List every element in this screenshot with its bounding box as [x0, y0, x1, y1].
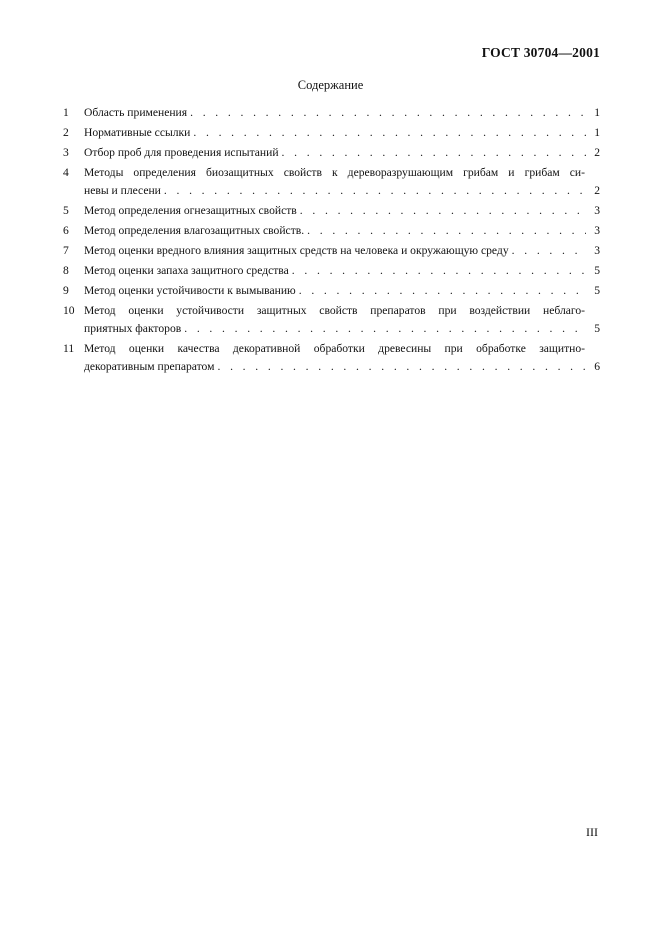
- toc-dot-leader: [289, 262, 586, 280]
- toc-item-number: 10: [63, 303, 75, 317]
- toc-dot-leader: [279, 144, 586, 162]
- toc-dot-leader: [161, 182, 586, 200]
- toc-item-text: Нормативные ссылки: [84, 125, 191, 139]
- toc-item-page: 3: [594, 223, 600, 237]
- toc-item-7[interactable]: [63, 242, 600, 262]
- toc-item-text-line-1: Метод оценки качества декоративной обработки древесины при обработке защитно-: [84, 341, 585, 355]
- toc-item-6[interactable]: [63, 222, 600, 242]
- toc-dot-leader: [190, 124, 586, 142]
- toc-item-text: Метод определения огнезащитных свойств: [84, 204, 297, 218]
- toc-dot-leader: [214, 358, 586, 376]
- toc-title: Содержание: [297, 78, 364, 92]
- toc-item-text-line-2: невы и плесени: [84, 184, 161, 198]
- toc-item-page: 2: [594, 184, 600, 198]
- toc-item-page: 3: [594, 243, 600, 257]
- toc-dot-leader: [297, 202, 586, 220]
- toc-item-number: 9: [63, 283, 69, 297]
- toc-item-page: 3: [594, 204, 600, 218]
- toc-item-1[interactable]: [63, 104, 600, 124]
- toc-item-9[interactable]: [63, 282, 600, 302]
- toc-item-text: Метод оценки устойчивости к вымыванию: [84, 283, 296, 297]
- toc-item-page: 5: [594, 263, 600, 277]
- toc-item-number: 5: [63, 204, 69, 218]
- toc-item-text-line-2: декоративным препаратом: [84, 360, 215, 374]
- toc-item-text-line-1: Методы определения биозащитных свойств к дереворазрушающим грибам и грибам си-: [84, 165, 585, 179]
- toc-dot-leader: [181, 320, 586, 338]
- table-of-contents: [63, 104, 600, 378]
- toc-item-text: Отбор проб для проведения испытаний: [84, 145, 279, 159]
- toc-item-text: Метод определения влагозащитных свойств.: [84, 223, 305, 237]
- toc-item-page: 2: [594, 145, 600, 159]
- toc-item-number: 11: [63, 341, 75, 355]
- toc-dot-leader: [509, 242, 586, 260]
- toc-item-3[interactable]: [63, 144, 600, 164]
- toc-item-number: 4: [63, 165, 69, 179]
- toc-item-number: 1: [63, 106, 69, 119]
- document-code: ГОСТ 30704—2001: [481, 45, 600, 60]
- toc-item-text: Метод оценки вредного влияния защитных средств на человека и окружающую среду: [84, 243, 509, 257]
- toc-item-11[interactable]: [63, 340, 600, 378]
- toc-item-text: Метод оценки запаха защитного средства: [84, 263, 289, 277]
- toc-item-page: 1: [594, 106, 600, 119]
- toc-item-5[interactable]: [63, 202, 600, 222]
- toc-item-2[interactable]: [63, 124, 600, 144]
- toc-item-4[interactable]: [63, 164, 600, 202]
- toc-dot-leader: [296, 282, 586, 300]
- toc-item-page: 6: [594, 360, 600, 374]
- toc-item-text-line-1: Метод оценки устойчивости защитных свойств препаратов при воздействии неблаго-: [84, 303, 585, 317]
- toc-dot-leader: [187, 104, 586, 122]
- toc-item-page: 1: [594, 125, 600, 139]
- toc-item-number: 2: [63, 125, 69, 139]
- toc-item-number: 8: [63, 263, 69, 277]
- toc-item-8[interactable]: [63, 262, 600, 282]
- toc-item-text-line-2: приятных факторов: [84, 321, 182, 335]
- toc-item-text: Область применения: [84, 106, 188, 119]
- toc-item-page: 5: [594, 321, 600, 335]
- toc-item-number: 7: [63, 243, 69, 257]
- page-number: III: [586, 825, 598, 839]
- toc-item-number: 3: [63, 145, 69, 159]
- toc-item-number: 6: [63, 223, 69, 237]
- toc-item-10[interactable]: [63, 302, 600, 340]
- toc-dot-leader: [304, 222, 586, 240]
- toc-item-page: 5: [594, 283, 600, 297]
